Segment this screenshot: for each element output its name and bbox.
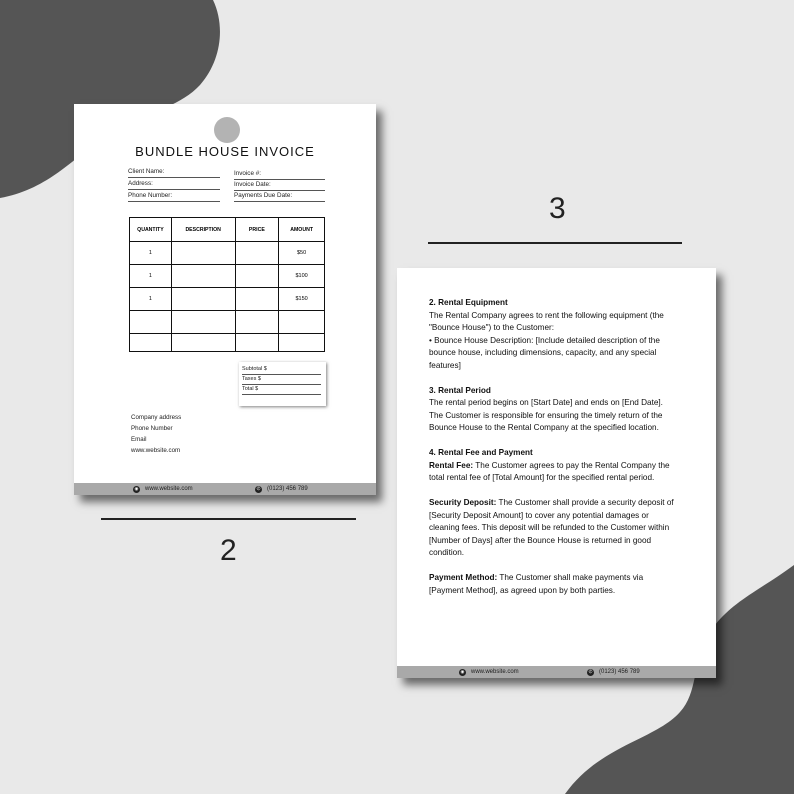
description-cell — [171, 242, 235, 265]
footer-phone-text: (0123) 456 789 — [267, 486, 308, 492]
amount-cell: $100 — [279, 265, 325, 288]
price-cell — [235, 265, 279, 288]
section-body: The Customer shall provide a security deposit of [Security Deposit Amount] to cover any potential damages or cleaning fees. This deposit will be refunded to the Customer within [Number of Days] after the Bounce House is returned in good condition. — [429, 498, 674, 557]
amount-cell: $50 — [279, 242, 325, 265]
amount-header: AMOUNT — [279, 218, 325, 242]
section-body: The Rental Company agrees to rent the following equipment (the "Bounce House") to the Customer: — [429, 310, 664, 332]
page-number-3: 3 — [549, 192, 566, 225]
phone-number-field: Phone Number: — [128, 191, 220, 202]
invoice-date-field: Invoice Date: — [234, 180, 325, 191]
table-header-row — [130, 218, 325, 242]
right-divider-line — [428, 242, 682, 244]
quantity-cell: 1 — [130, 288, 172, 311]
footer-phone-text: (0123) 456 789 — [599, 669, 640, 675]
quantity-cell — [130, 311, 172, 334]
company-phone: Phone Number — [131, 425, 173, 432]
address-field: Address: — [128, 179, 220, 190]
footer-website — [133, 486, 193, 493]
company-website: www.website.com — [131, 447, 181, 454]
invoice-page — [74, 104, 376, 495]
payments-due-date-field: Payments Due Date: — [234, 191, 325, 202]
section-bullet: • Bounce House Description: [Include detailed description of the bounce house, including dimensions, capacity, and any special features] — [429, 335, 660, 370]
amount-cell: $150 — [279, 288, 325, 311]
description-cell — [171, 288, 235, 311]
globe-icon: ◉ — [460, 668, 465, 674]
table-row — [130, 242, 325, 265]
rental-fee-label: Rental Fee: — [429, 460, 474, 470]
section-body: The Customer shall make payments via [Payment Method], as agreed upon by both parties. — [429, 573, 644, 595]
description-cell — [171, 334, 235, 352]
description-cell — [171, 265, 235, 288]
table-row — [130, 311, 325, 334]
invoice-footer — [74, 483, 376, 495]
quantity-cell: 1 — [130, 242, 172, 265]
price-header: PRICE — [235, 218, 279, 242]
price-cell — [235, 288, 279, 311]
totals-box — [239, 362, 326, 406]
price-cell — [235, 334, 279, 352]
footer-phone — [255, 486, 308, 493]
total-line: Total $ — [242, 385, 321, 395]
section-heading: 2. Rental Equipment — [429, 298, 508, 307]
table-row — [130, 334, 325, 352]
phone-icon: ✆ — [588, 668, 593, 674]
left-divider-line — [101, 518, 356, 520]
quantity-cell: 1 — [130, 265, 172, 288]
footer-website-text: www.website.com — [471, 669, 519, 675]
company-email: Email — [131, 436, 147, 443]
amount-cell — [279, 334, 325, 352]
footer-phone — [587, 669, 640, 676]
table-row — [130, 265, 325, 288]
section-heading: 4. Rental Fee and Payment — [429, 448, 533, 457]
section-body: The rental period begins on [Start Date] and ends on [End Date]. The Customer is responsible for ensuring the timely return of the Bounce House to the Rental Company at the specified location. — [429, 398, 663, 432]
globe-icon: ◉ — [134, 485, 139, 491]
logo-placeholder — [214, 117, 240, 143]
invoice-table — [129, 217, 325, 352]
section-rental-equipment — [429, 297, 679, 372]
description-cell — [171, 311, 235, 334]
quantity-header: QUANTITY — [130, 218, 172, 242]
table-row — [130, 288, 325, 311]
subtotal-line: Subtotal $ — [242, 365, 321, 375]
agreement-page — [397, 268, 716, 678]
section-payment-method — [429, 572, 679, 597]
quantity-cell — [130, 334, 172, 352]
payment-method-label: Payment Method: — [429, 573, 498, 582]
footer-website — [459, 669, 519, 676]
section-body: The Customer agrees to pay the Rental Company the total rental fee of [Total Amount] for the specified rental period. — [429, 460, 670, 482]
company-address: Company address — [131, 414, 182, 421]
security-deposit-label: Security Deposit: — [429, 498, 497, 507]
price-cell — [235, 242, 279, 265]
section-security-deposit — [429, 497, 679, 560]
client-name-field: Client Name: — [128, 167, 220, 178]
amount-cell — [279, 311, 325, 334]
description-header: DESCRIPTION — [171, 218, 235, 242]
section-rental-period — [429, 385, 679, 435]
invoice-title: BUNDLE HOUSE INVOICE — [135, 144, 315, 159]
taxes-line: Taxes $ — [242, 375, 321, 385]
section-rental-fee — [429, 447, 679, 485]
agreement-footer — [397, 666, 716, 678]
footer-website-text: www.website.com — [145, 486, 193, 492]
phone-icon: ✆ — [256, 485, 261, 491]
price-cell — [235, 311, 279, 334]
agreement-text — [429, 297, 679, 610]
invoice-number-field: Invoice #: — [234, 169, 325, 180]
section-heading: 3. Rental Period — [429, 385, 491, 395]
page-number-2: 2 — [220, 534, 237, 567]
